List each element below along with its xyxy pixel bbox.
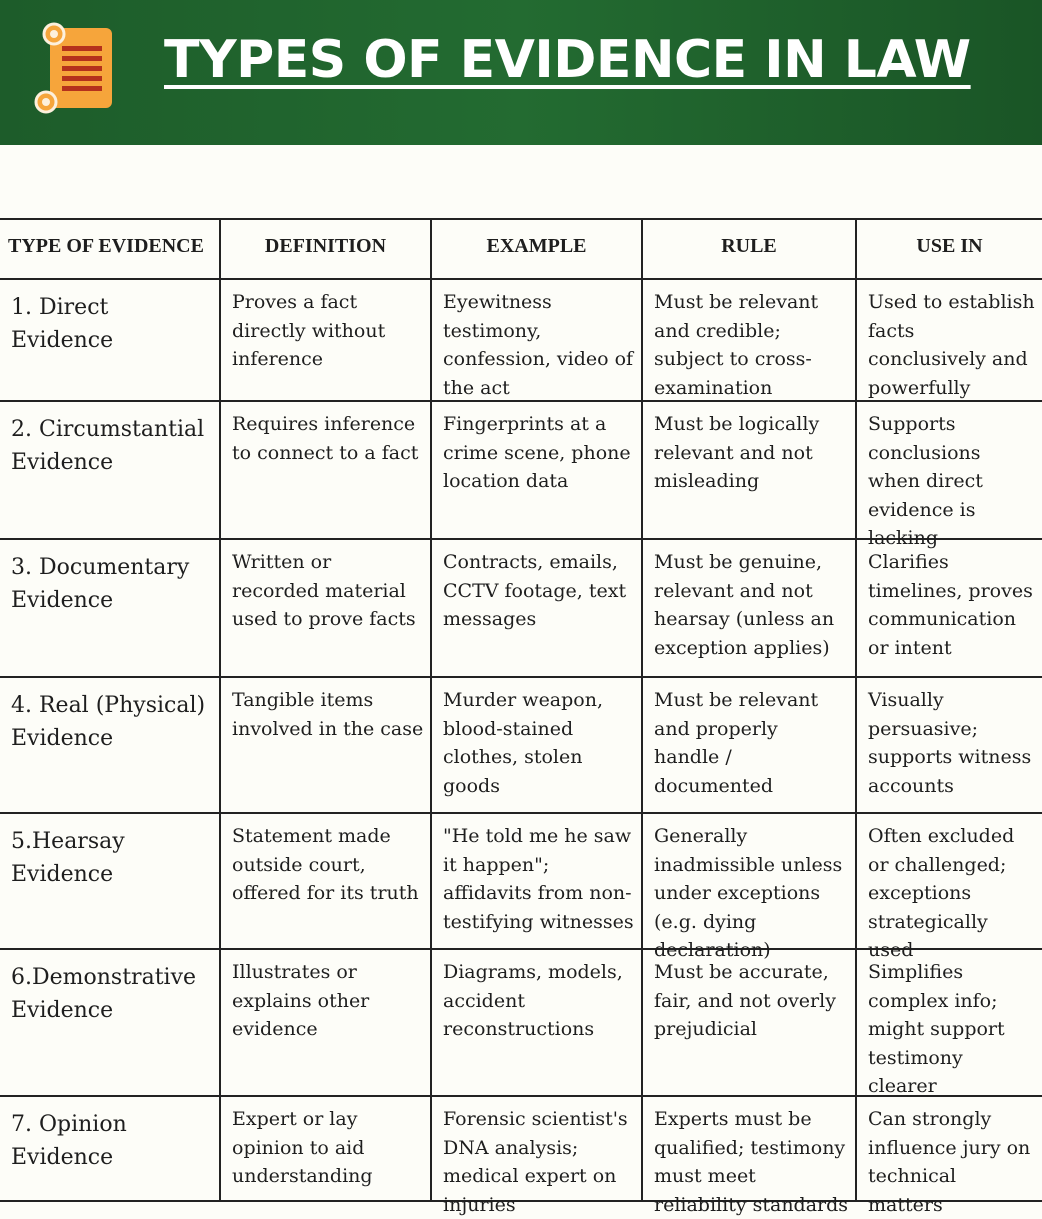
- table-cell-example: Contracts, emails, CCTV footage, text messages: [432, 540, 643, 678]
- table-cell-type: 2. Circumstantial Evidence: [0, 402, 221, 540]
- column-header-use-in: USE IN: [857, 220, 1042, 280]
- table-cell-definition: Proves a fact directly without inference: [221, 280, 432, 402]
- table-cell-type: 4. Real (Physical) Evidence: [0, 678, 221, 814]
- table-cell-use-in: Simplifies complex info; might support testimony clearer: [857, 950, 1042, 1097]
- table-cell-rule: Generally inadmissible unless under exceptions (e.g. dying declaration): [643, 814, 857, 950]
- scroll-icon: [28, 16, 132, 120]
- column-header-rule: RULE: [643, 220, 857, 280]
- table-cell-example: Diagrams, models, accident reconstructions: [432, 950, 643, 1097]
- table-cell-rule: Must be relevant and properly handle / documented: [643, 678, 857, 814]
- table-cell-use-in: Supports conclusions when direct evidence is lacking: [857, 402, 1042, 540]
- table-cell-rule: Must be genuine, relevant and not hearsay (unless an exception applies): [643, 540, 857, 678]
- table-cell-example: Eyewitness testimony, confession, video of the act: [432, 280, 643, 402]
- table-cell-example: Fingerprints at a crime scene, phone location data: [432, 402, 643, 540]
- table-cell-definition: Requires inference to connect to a fact: [221, 402, 432, 540]
- table-cell-definition: Statement made outside court, offered for its truth: [221, 814, 432, 950]
- page-title: TYPES OF EVIDENCE IN LAW: [164, 30, 971, 90]
- table-cell-type: 5.Hearsay Evidence: [0, 814, 221, 950]
- table-cell-example: Forensic scientist's DNA analysis; medical expert on injuries: [432, 1097, 643, 1202]
- header-banner: [0, 0, 1042, 145]
- table-cell-type: 6.Demonstrative Evidence: [0, 950, 221, 1097]
- column-header-type: TYPE OF EVIDENCE: [0, 220, 221, 280]
- table-cell-rule: Must be accurate, fair, and not overly prejudicial: [643, 950, 857, 1097]
- table-cell-definition: Illustrates or explains other evidence: [221, 950, 432, 1097]
- table-cell-use-in: Often excluded or challenged; exceptions strategically used: [857, 814, 1042, 950]
- column-header-example: EXAMPLE: [432, 220, 643, 280]
- table-cell-type: 3. Documentary Evidence: [0, 540, 221, 678]
- table-cell-definition: Written or recorded material used to prove facts: [221, 540, 432, 678]
- evidence-table: [0, 218, 1042, 1216]
- table-cell-example: Murder weapon, blood-stained clothes, stolen goods: [432, 678, 643, 814]
- table-cell-use-in: Visually persuasive; supports witness accounts: [857, 678, 1042, 814]
- table-cell-definition: Expert or lay opinion to aid understanding: [221, 1097, 432, 1202]
- table-cell-use-in: Clarifies timelines, proves communication or intent: [857, 540, 1042, 678]
- table-cell-use-in: Can strongly influence jury on technical matters: [857, 1097, 1042, 1202]
- table-cell-rule: Must be logically relevant and not misleading: [643, 402, 857, 540]
- table-cell-type: 1. Direct Evidence: [0, 280, 221, 402]
- table-cell-definition: Tangible items involved in the case: [221, 678, 432, 814]
- table-cell-example: "He told me he saw it happen"; affidavits from non-testifying witnesses: [432, 814, 643, 950]
- table-cell-type: 7. Opinion Evidence: [0, 1097, 221, 1202]
- column-header-definition: DEFINITION: [221, 220, 432, 280]
- table-cell-use-in: Used to establish facts conclusively and powerfully: [857, 280, 1042, 402]
- table-cell-rule: Must be relevant and credible; subject to cross-examination: [643, 280, 857, 402]
- table-cell-rule: Experts must be qualified; testimony must meet reliability standards: [643, 1097, 857, 1202]
